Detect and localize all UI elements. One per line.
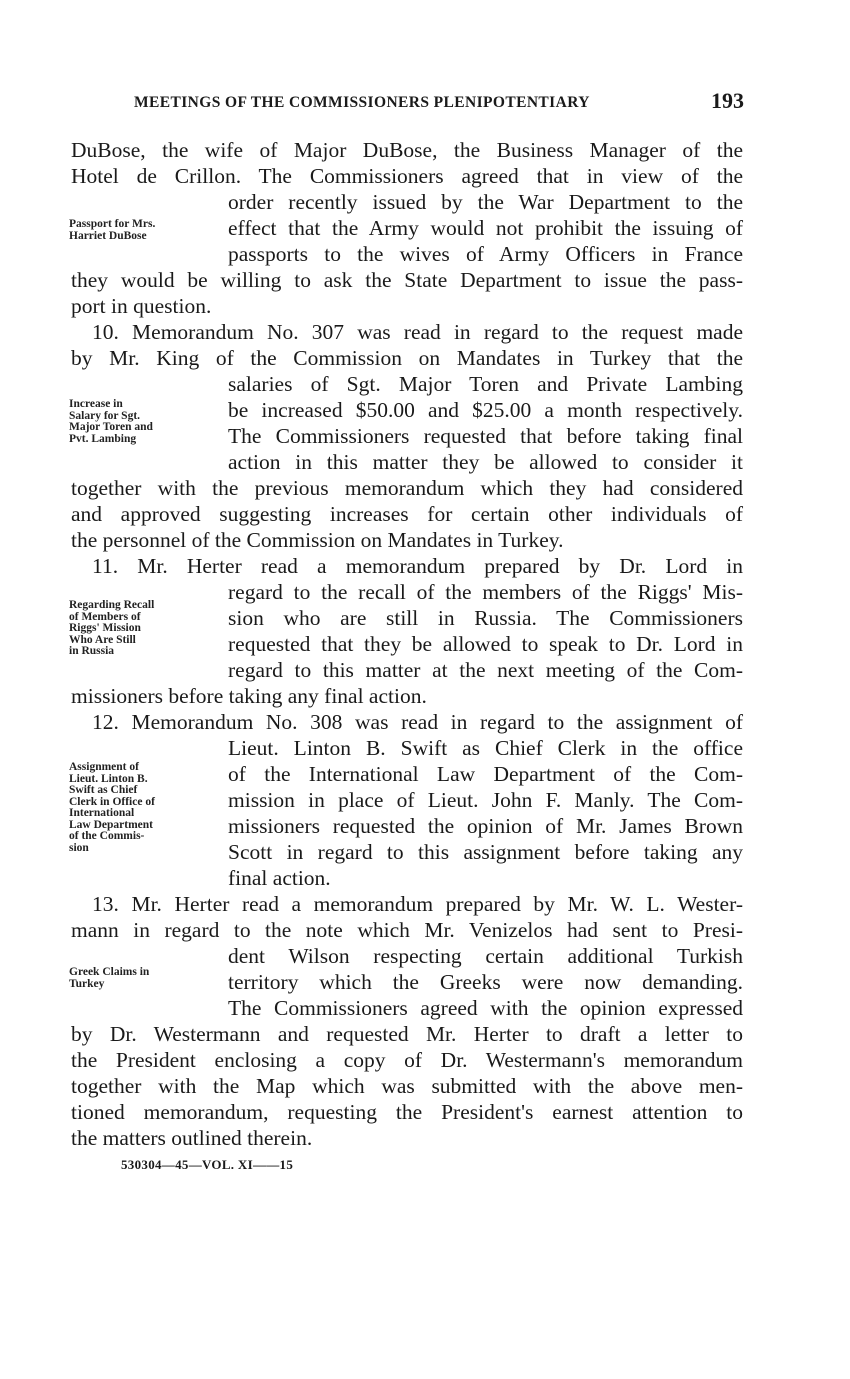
- body-line: tioned memorandum, requesting the President's earnest attention to: [71, 1100, 743, 1124]
- body-line: the matters outlined therein.: [71, 1126, 313, 1150]
- paragraph-10-first-line: 10. Memorandum No. 307 was read in regard to the request made: [92, 320, 743, 344]
- body-line: territory which the Greeks were now demanding.: [228, 970, 743, 994]
- body-line: Lieut. Linton B. Swift as Chief Clerk in the office: [228, 736, 743, 760]
- body-line: The Commissioners requested that before taking final: [228, 424, 743, 448]
- page-number: 193: [711, 88, 744, 113]
- body-line: dent Wilson respecting certain additional Turkish: [228, 944, 743, 968]
- body-line: regard to the recall of the members of the Riggs' Mis-: [228, 580, 743, 604]
- paragraph-11-first-line: 11. Mr. Herter read a memorandum prepared by Dr. Lord in: [92, 554, 743, 578]
- paragraph-13-first-line: 13. Mr. Herter read a memorandum prepared by Mr. W. L. Wester-: [92, 892, 743, 916]
- body-line: mission in place of Lieut. John F. Manly. The Com-: [228, 788, 743, 812]
- body-line: effect that the Army would not prohibit the issuing of: [228, 216, 743, 240]
- body-line: they would be willing to ask the State Department to issue the pass-: [71, 268, 743, 292]
- body-line: mann in regard to the note which Mr. Venizelos had sent to Presi-: [71, 918, 743, 942]
- body-line: requested that they be allowed to speak to Dr. Lord in: [228, 632, 743, 656]
- body-line: salaries of Sgt. Major Toren and Private Lambing: [228, 372, 743, 396]
- body-line: by Dr. Westermann and requested Mr. Herter to draft a letter to: [71, 1022, 743, 1046]
- side-note-greek: Greek Claims in Turkey: [69, 966, 150, 990]
- body-line: passports to the wives of Army Officers in France: [228, 242, 743, 266]
- body-line: of the International Law Department of the Com-: [228, 762, 743, 786]
- body-line: together with the Map which was submitted with the above men-: [71, 1074, 743, 1098]
- body-line: sion who are still in Russia. The Commissioners: [228, 606, 743, 630]
- body-line: missioners before taking any final action.: [71, 684, 427, 708]
- body-line: final action.: [228, 866, 331, 890]
- body-line: regard to this matter at the next meeting of the Com-: [228, 658, 743, 682]
- body-line: together with the previous memorandum which they had considered: [71, 476, 743, 500]
- side-note-salary: Increase in Salary for Sgt. Major Toren and Pvt. Lambing: [69, 398, 153, 445]
- body-line: Scott in regard to this assignment before taking any: [228, 840, 743, 864]
- body-line: order recently issued by the War Department to the: [228, 190, 743, 214]
- paragraph-12-first-line: 12. Memorandum No. 308 was read in regard to the assignment of: [92, 710, 743, 734]
- body-line: missioners requested the opinion of Mr. James Brown: [228, 814, 743, 838]
- body-line: DuBose, the wife of Major DuBose, the Business Manager of the: [71, 138, 743, 162]
- side-note-swift: Assignment of Lieut. Linton B. Swift as Chief Clerk in Office of International Law Department of the Commis- sion: [69, 761, 155, 854]
- body-line: The Commissioners agreed with the opinion expressed: [228, 996, 743, 1020]
- body-line: and approved suggesting increases for certain other individuals of: [71, 502, 743, 526]
- body-line: the President enclosing a copy of Dr. Westermann's memorandum: [71, 1048, 743, 1072]
- side-note-riggs: Regarding Recall of Members of Riggs' Mission Who Are Still in Russia: [69, 599, 155, 657]
- running-title: MEETINGS OF THE COMMISSIONERS PLENIPOTENTIARY: [134, 94, 590, 111]
- body-line: action in this matter they be allowed to consider it: [228, 450, 743, 474]
- body-line: by Mr. King of the Commission on Mandates in Turkey that the: [71, 346, 743, 370]
- body-line: port in question.: [71, 294, 212, 318]
- body-line: be increased $50.00 and $25.00 a month respectively.: [228, 398, 743, 422]
- page-header: [134, 88, 744, 116]
- side-note-passport: Passport for Mrs. Harriet DuBose: [69, 218, 156, 242]
- print-signature-footer: 530304—45—VOL. XI——15: [121, 1157, 294, 1172]
- body-line: the personnel of the Commission on Mandates in Turkey.: [71, 528, 564, 552]
- body-line: Hotel de Crillon. The Commissioners agreed that in view of the: [71, 164, 743, 188]
